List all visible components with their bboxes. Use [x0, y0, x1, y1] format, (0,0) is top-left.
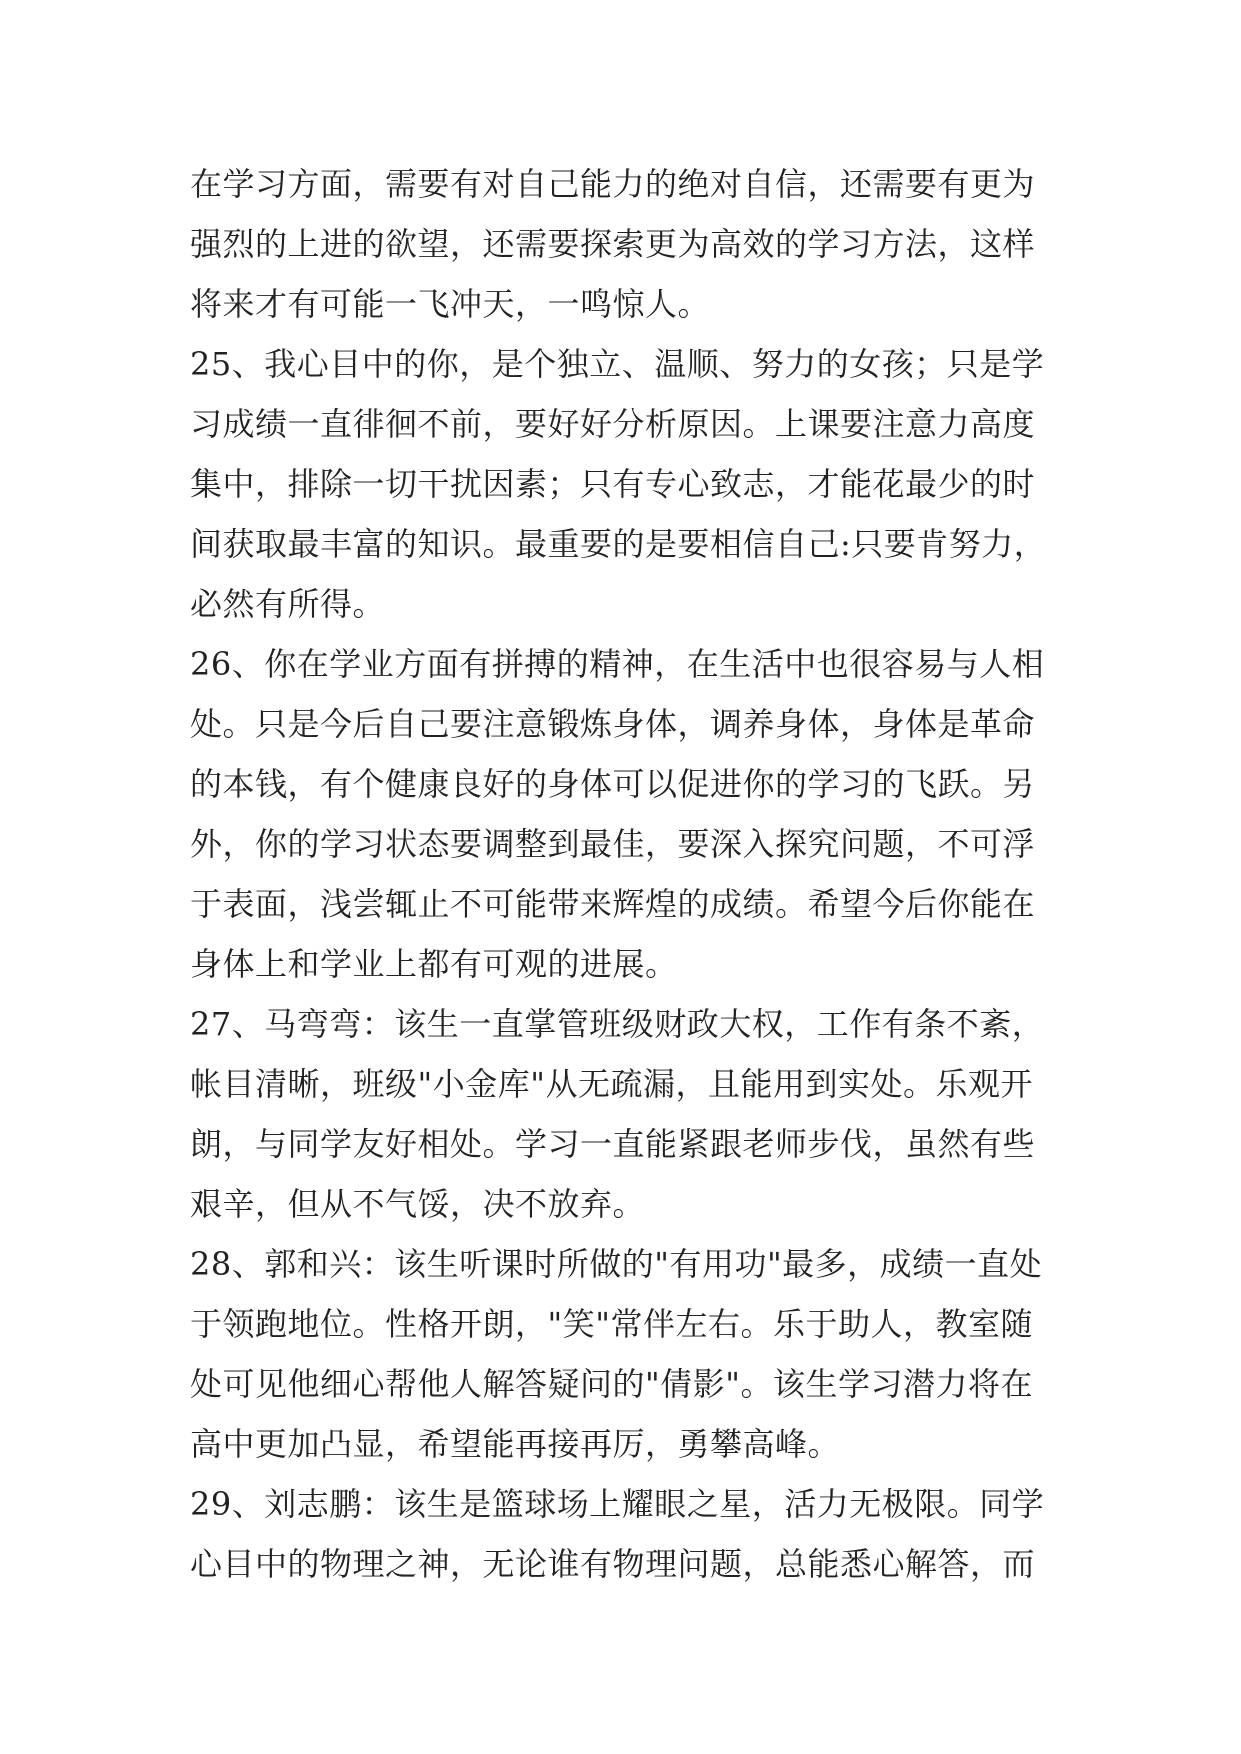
text-line: 高中更加凸显，希望能再接再厉，勇攀高峰。 [190, 1425, 841, 1463]
text-line: 处可见他细心帮他人解答疑问的"倩影"。该生学习潜力将在 [190, 1365, 1033, 1403]
text-line: 强烈的上进的欲望，还需要探索更为高效的学习方法，这样 [190, 225, 1036, 263]
text-line: 集中，排除一切干扰因素；只有专心致志，才能花最少的时 [190, 465, 1036, 503]
text-line: 25、我心目中的你，是个独立、温顺、努力的女孩；只是学 [190, 345, 1045, 383]
text-line: 习成绩一直徘徊不前，要好好分析原因。上课要注意力高度 [190, 405, 1036, 443]
text-line: 帐目清晰，班级"小金库"从无疏漏，且能用到实处。乐观开 [190, 1065, 1033, 1103]
text-line: 29、刘志鹏：该生是篮球场上耀眼之星，活力无极限。同学 [190, 1485, 1045, 1523]
text-line: 在学习方面，需要有对自己能力的绝对自信，还需要有更为 [190, 165, 1036, 203]
text-line: 艰辛，但从不气馁，决不放弃。 [190, 1185, 646, 1223]
text-line: 心目中的物理之神，无论谁有物理问题，总能悉心解答，而 [190, 1545, 1036, 1583]
text-line: 26、你在学业方面有拼搏的精神，在生活中也很容易与人相 [190, 645, 1045, 683]
text-line: 的本钱，有个健康良好的身体可以促进你的学习的飞跃。另 [190, 765, 1036, 803]
text-line: 身体上和学业上都有可观的进展。 [190, 945, 678, 983]
text-line: 朗，与同学友好相处。学习一直能紧跟老师步伐，虽然有些 [190, 1125, 1036, 1163]
text-line: 处。只是今后自己要注意锻炼身体，调养身体，身体是革命 [190, 705, 1036, 743]
text-line: 27、马弯弯：该生一直掌管班级财政大权，工作有条不紊， [190, 1005, 1045, 1043]
text-line: 于表面，浅尝辄止不可能带来辉煌的成绩。希望今后你能在 [190, 885, 1036, 923]
document-body [190, 154, 1070, 1594]
text-line: 间获取最丰富的知识。最重要的是要相信自己:只要肯努力， [190, 525, 1047, 563]
text-line: 外，你的学习状态要调整到最佳，要深入探究问题，不可浮 [190, 825, 1036, 863]
text-line: 必然有所得。 [190, 585, 386, 623]
text-line: 将来才有可能一飞冲天，一鸣惊人。 [190, 285, 711, 323]
text-line: 28、郭和兴：该生听课时所做的"有用功"最多，成绩一直处 [190, 1245, 1043, 1283]
text-line: 于领跑地位。性格开朗，"笑"常伴左右。乐于助人，教室随 [190, 1305, 1033, 1343]
